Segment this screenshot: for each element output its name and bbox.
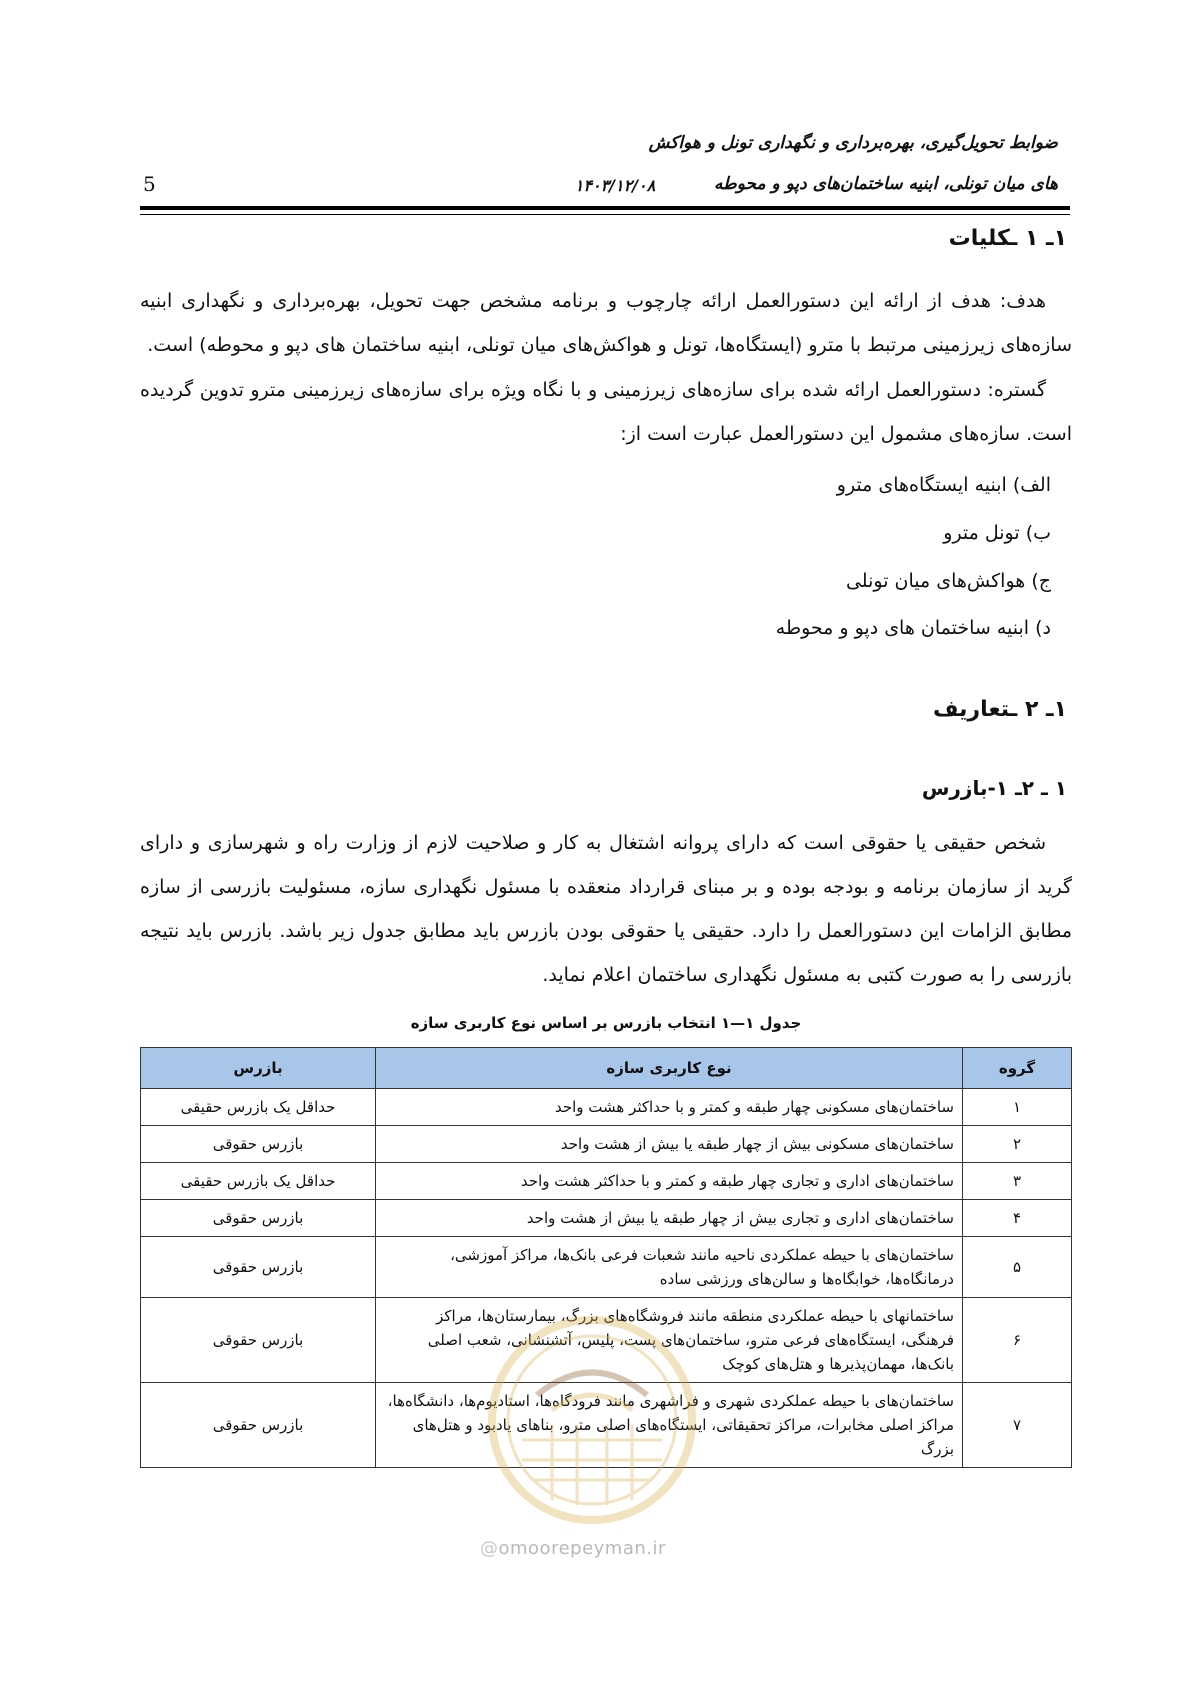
- cell-inspector: حداقل یک بازرس حقیقی: [141, 1163, 376, 1200]
- table-row: [141, 1089, 1072, 1126]
- cell-group: ۱: [963, 1089, 1072, 1126]
- header-usage: نوع کاربری سازه: [376, 1048, 963, 1089]
- header-rule-thick: [140, 206, 1070, 210]
- cell-inspector: بازرس حقوقی: [141, 1237, 376, 1298]
- watermark-url-text: omoorepeyman.ir: [498, 1538, 666, 1559]
- subsection-heading-inspector: ۱ ـ ۲ـ ۱-بازرس: [921, 776, 1067, 800]
- table-row: [141, 1163, 1072, 1200]
- cell-usage: ساختمان‌های با حیطه عملکردی شهری و فراشهری مانند فرودگاه‌ها، استادیوم‌ها، دانشگاه‌ها، مراکز اصلی مخابرات، مراکز تحقیقاتی، ایستگاه‌های اصلی مترو، بناهای یادبود و هتل‌های بزرگ: [376, 1383, 963, 1468]
- table-row: [141, 1126, 1072, 1163]
- header-rule-thin: [140, 214, 1070, 215]
- cell-inspector: بازرس حقوقی: [141, 1298, 376, 1383]
- header-group: گروه: [963, 1048, 1072, 1089]
- cell-usage: ساختمان‌های با حیطه عملکردی ناحیه مانند شعبات فرعی بانک‌ها، مراکز آموزشی، درمانگاه‌ها، خوابگاه‌ها و سالن‌های ورزشی ساده: [376, 1237, 963, 1298]
- header-inspector: بازرس: [141, 1048, 376, 1089]
- table-row: [141, 1237, 1072, 1298]
- inspector-paragraph: شخص حقیقی یا حقوقی است که دارای پروانه اشتغال به کار و صلاحیت لازم از وزارت راه و شهرسازی و دارای گرید از سازمان برنامه و بودجه بوده و بر مبنای قرارداد منعقده با مسئول نگهداری سازه، مسئولیت بازرسی از سازه مطابق الزامات این دستورالعمل را دارد. حقیقی یا حقوقی بودن بازرس باید مطابق جدول زیر باشد. بازرس باید نتیجه بازرسی را به صورت کتبی به مسئول نگهداری ساختمان اعلام نماید.: [140, 832, 1072, 986]
- list-item-depot: د) ابنیه ساختمان های دپو و محوطه: [775, 617, 1051, 639]
- scope-paragraph: گستره: دستورالعمل ارائه شده برای سازه‌های زیرزمینی و با نگاه ویژه برای سازه‌های زیرزمینی مترو تدوین گردیده است. سازه‌های مشمول این دستورالعمل عبارت است از:: [140, 379, 1072, 445]
- watermark-url: [480, 1538, 710, 1559]
- cell-group: ۳: [963, 1163, 1072, 1200]
- section-heading-definitions: ۱ـ ۲ ـتعاریف: [932, 697, 1067, 722]
- cell-group: ۴: [963, 1200, 1072, 1237]
- cell-usage: ساختمانهای با حیطه عملکردی منطقه مانند فروشگاه‌های بزرگ، بیمارستان‌ها، مراکز فرهنگی، ایستگاه‌های فرعی مترو، ساختمان‌های پست، پلیس، آتشنشانی، شعب اصلی بانک‌ها، مهمان‌پذیرها و هتل‌های کوچک: [376, 1298, 963, 1383]
- cell-usage: ساختمان‌های اداری و تجاری چهار طبقه و کمتر و با حداکثر هشت واحد: [376, 1163, 963, 1200]
- table-row: [141, 1200, 1072, 1237]
- watermark-seal-icon: [482, 1310, 702, 1530]
- cell-group: ۲: [963, 1126, 1072, 1163]
- cell-inspector: بازرس حقوقی: [141, 1200, 376, 1237]
- table-caption: جدول ۱—۱ انتخاب بازرس بر اساس نوع کاربری سازه: [410, 1014, 802, 1032]
- cell-group: ۶: [963, 1298, 1072, 1383]
- header-title-line1: ضوابط تحویل‌گیری، بهره‌برداری و نگهداری تونل و هواکش: [648, 133, 1058, 153]
- cell-group: ۵: [963, 1237, 1072, 1298]
- list-item-tunnel: ب) تونل مترو: [943, 522, 1051, 544]
- watermark-at-sign: @: [480, 1538, 499, 1559]
- page-number: 5: [143, 172, 156, 196]
- table-header-row: [141, 1048, 1072, 1089]
- goal-paragraph: هدف: هدف از ارائه این دستورالعمل ارائه چارچوب و برنامه مشخص جهت تحویل، بهره‌برداری و نگهداری ابنیه سازه‌های زیرزمینی مرتبط با مترو (ایستگاه‌ها، تونل و هواکش‌های میان تونلی، ابنیه ساختمان های دپو و محوطه) است.: [140, 290, 1072, 356]
- cell-usage: ساختمان‌های مسکونی بیش از چهار طبقه یا بیش از هشت واحد: [376, 1126, 963, 1163]
- cell-inspector: بازرس حقوقی: [141, 1383, 376, 1468]
- section-heading-generalities: ۱ـ ۱ ـکلیات: [948, 226, 1067, 251]
- cell-usage: ساختمان‌های مسکونی چهار طبقه و کمتر و با حداکثر هشت واحد: [376, 1089, 963, 1126]
- list-item-stations: الف) ابنیه ایستگاه‌های مترو: [836, 474, 1051, 496]
- cell-group: ۷: [963, 1383, 1072, 1468]
- list-item-shafts: ج) هواکش‌های میان تونلی: [845, 570, 1051, 592]
- header-date: ۱۴۰۳/۱۲/۰۸: [574, 176, 656, 195]
- cell-inspector: بازرس حقوقی: [141, 1126, 376, 1163]
- cell-inspector: حداقل یک بازرس حقیقی: [141, 1089, 376, 1126]
- header-title-line2: های میان تونلی، ابنیه ساختمان‌های دپو و محوطه: [714, 174, 1058, 194]
- cell-usage: ساختمان‌های اداری و تجاری بیش از چهار طبقه یا بیش از هشت واحد: [376, 1200, 963, 1237]
